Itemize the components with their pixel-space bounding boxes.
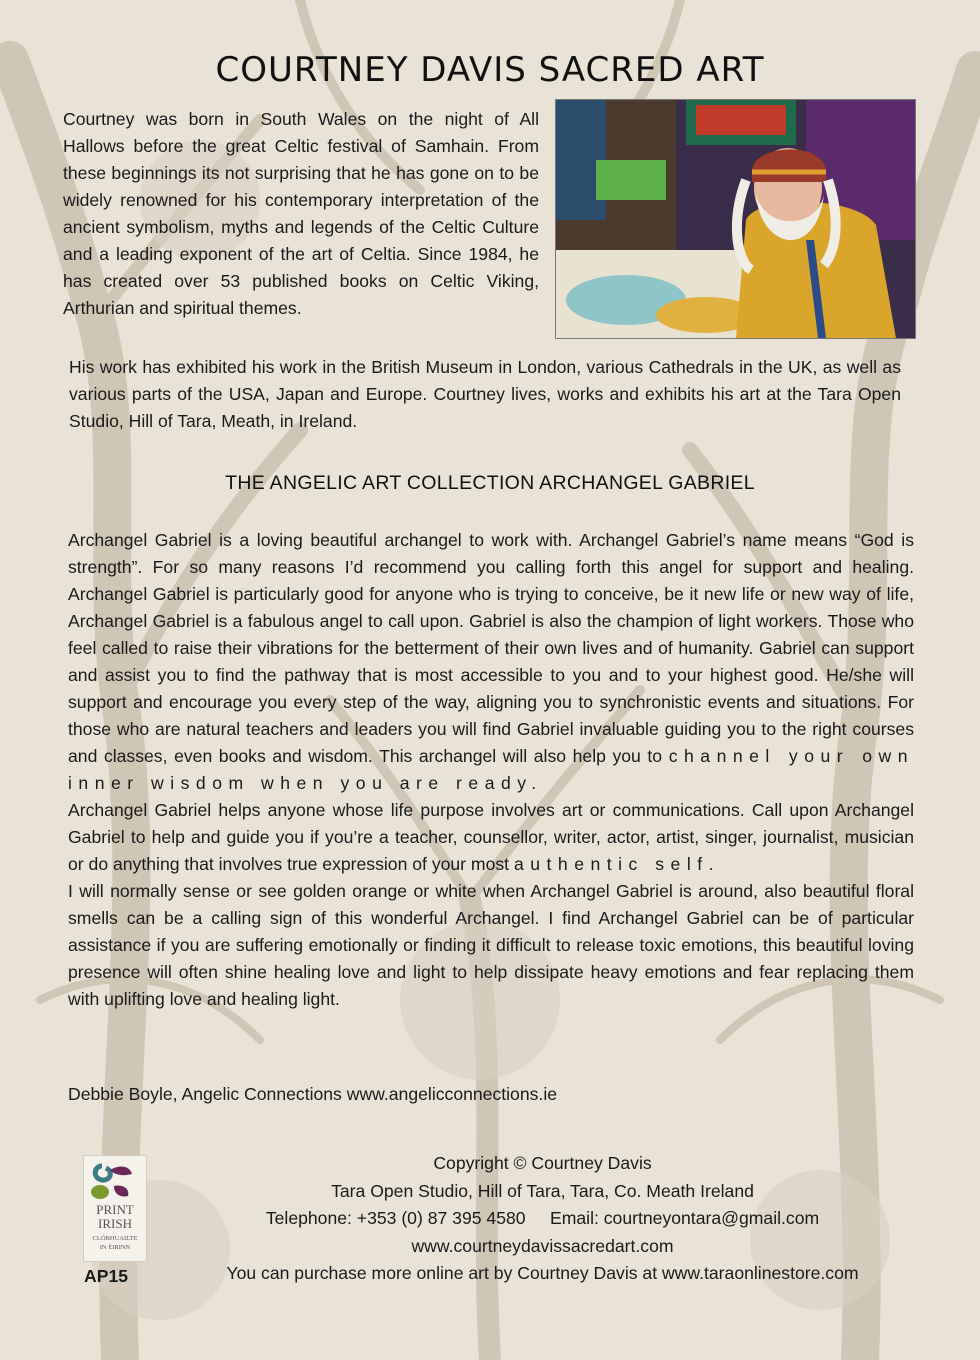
footer-contact-line: Telephone: +353 (0) 87 395 4580 Email: courtneyontara@gmail.com: [265, 1208, 820, 1228]
footer-contact: [0, 1150, 980, 1288]
body-paragraph-2-text: Archangel Gabriel helps anyone whose life purpose involves art or communications. Call upon Archangel Gabriel to help and guide you if you’re a teacher, counsellor, writer, actor, artist, singer, journalist, musician or do anything that involves true expression of your most: [68, 800, 914, 874]
gabriel-description: [68, 527, 914, 1013]
author-credit: Debbie Boyle, Angelic Connections www.angelicconnections.ie: [68, 1084, 558, 1104]
footer-website: www.courtneydavissacredart.com: [411, 1235, 674, 1256]
body-paragraph-1: [68, 527, 914, 797]
body-paragraph-2: [68, 797, 914, 878]
body-paragraph-1-spaced-line: channel your own inner wisdom when you are ready.: [68, 746, 915, 793]
intro-paragraph: Courtney was born in South Wales on the night of All Hallows before the great Celtic festival of Samhain. From these beginnings its not surprising that he has gone on to be widely renowned for his contemporary interpretation of the ancient symbolism, myths and legends of the Celtic Culture and a leading exponent of the art of Celtia. Since 1984, he has created over 53 published books on Celtic Viking, Arthurian and spiritual themes.: [63, 109, 539, 318]
exhibition-paragraph: His work has exhibited his work in the British Museum in London, various Cathedrals in the UK, as well as various parts of the USA, Japan and Europe. Courtney lives, works and exhibits his art at the Tara Open Studio, Hill of Tara, Meath, in Ireland.: [69, 357, 901, 431]
footer-address: Tara Open Studio, Hill of Tara, Tara, Co. Meath Ireland: [331, 1180, 754, 1201]
logo-print-text: PRINT: [96, 1202, 134, 1217]
product-code: AP15: [84, 1266, 129, 1286]
footer-copyright: Copyright © Courtney Davis: [433, 1153, 652, 1173]
logo-irish-language-line1: CLÓBHUAILTE: [92, 1235, 138, 1242]
body-paragraph-1-text: Archangel Gabriel is a loving beautiful archangel to work with. Archangel Gabriel’s name means “God is strength”. For so many reasons I’d recommend you calling forth this angel for support and healing. Archangel Gabriel is particularly good for anyone who is trying to conceive, be it new life or new way of life, Archangel Gabriel is a fabulous angel to call upon. Gabriel is also the champion of light workers. Those who feel called to raise their vibrations for the betterment of their own lives and of humanity. Gabriel can support and assist you to find the pathway that is most accessible to you and to your highest good. He/she will support and encourage you every step of the way, aligning you to synchronistic events and situations. For those who are natural teachers and leaders you will find Gabriel invaluable guiding you to the right courses and classes, even books and wisdom. This archangel will also help you to: [68, 530, 914, 766]
logo-irish-text: IRISH: [98, 1216, 132, 1231]
body-paragraph-2-spaced-line: authentic self.: [513, 854, 721, 874]
artist-photo: [556, 100, 915, 338]
footer-purchase-note: You can purchase more online art by Courtney Davis at www.taraonlinestore.com: [226, 1263, 859, 1283]
artist-portrait-image: [556, 100, 915, 338]
logo-irish-language-line2: IN ÉIRINN: [99, 1244, 131, 1251]
page-title: COURTNEY DAVIS SACRED ART: [215, 50, 765, 90]
section-heading: THE ANGELIC ART COLLECTION ARCHANGEL GABRIEL: [225, 472, 755, 494]
body-paragraph-3: I will normally sense or see golden orange or white when Archangel Gabriel is around, also beautiful floral smells can be a calling sign of this wonderful Archangel. I find Archangel Gabriel can be of particular assistance if you are suffering emotionally or finding it difficult to release toxic emotions, this beautiful loving presence will often shine healing love and light to help dissipate heavy emotions and fear replacing them with uplifting love and healing light.: [68, 881, 914, 1009]
